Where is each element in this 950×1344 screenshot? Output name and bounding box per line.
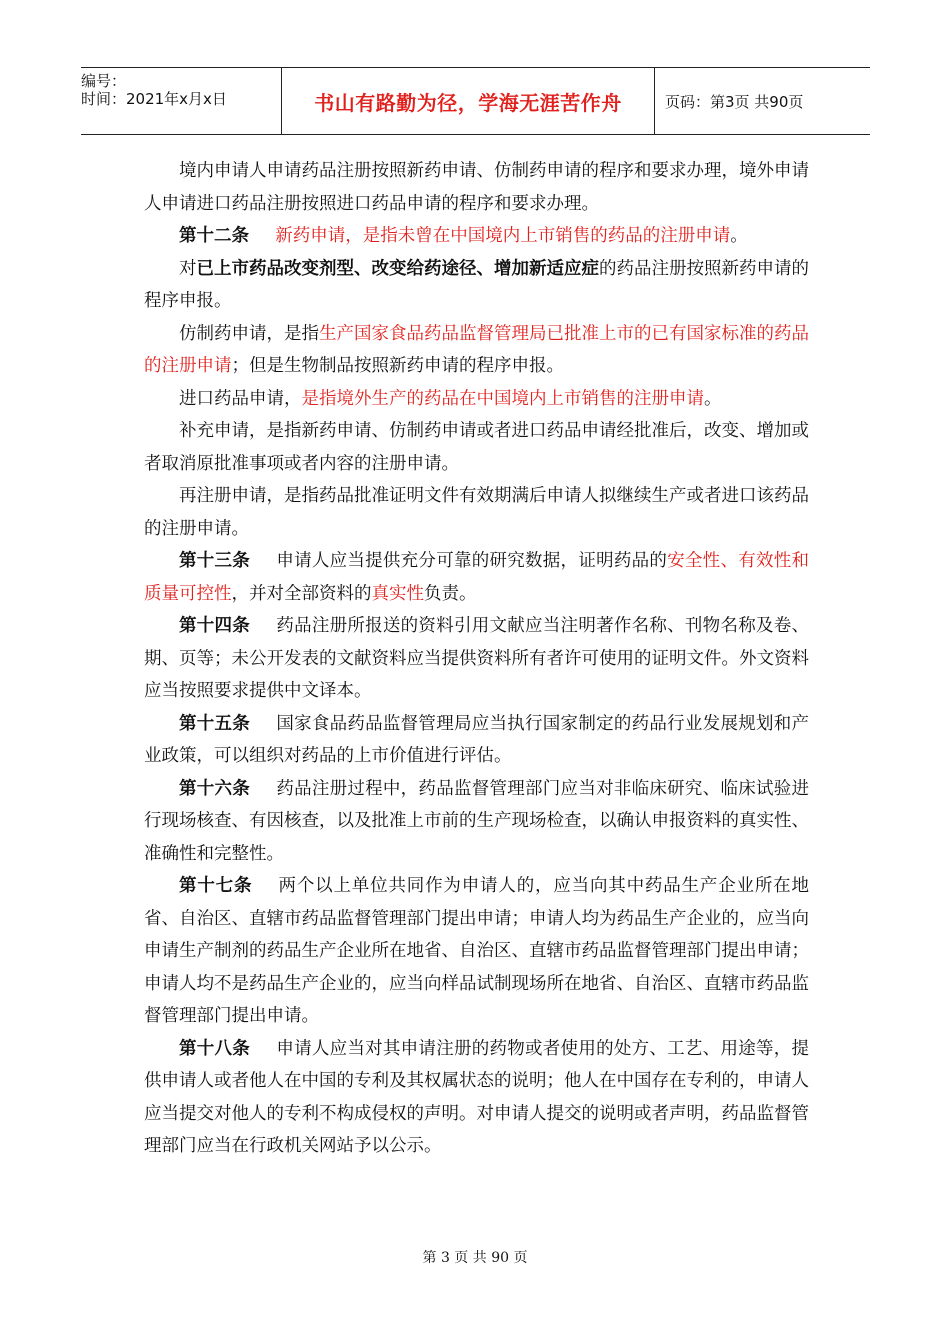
- paragraph-text: ，并对全部资料的: [231, 583, 372, 604]
- highlighted-text: 生产国家食品药品监督管理局已批准上市的已有国家标准的药品的注册申请: [144, 323, 809, 376]
- paragraph-text: 两个以上单位共同作为申请人的，应当向其中药品生产企业所在地省、自治区、直辖市药品监督管理部门提出申请；申请人均为药品生产企业的，应当向申请生产制剂的药品生产企业所在地省、自治区、直辖市药品监督管理部门提出申请；申请人均不是药品生产企业的，应当向样品试制现场所在地省、自治区、直辖市药品监督管理部门提出申请。: [144, 876, 809, 1026]
- paragraph-text: 申请人应当提供充分可靠的研究数据，证明药品的: [276, 551, 668, 571]
- document-date: 时间：2021年x月x日: [81, 90, 227, 108]
- article-13: [144, 545, 809, 610]
- article-14: [144, 610, 809, 708]
- highlighted-text: 是指境外生产的药品在中国境内上市销售的注册申请: [301, 388, 704, 409]
- paragraph-text: 国家食品药品监督管理局应当执行国家制定的药品行业发展规划和产业政策，可以组织对药品的上市价值进行评估。: [144, 713, 809, 766]
- paragraph-text: 的药品注册按照新药申请的程序申报。: [144, 258, 809, 311]
- highlighted-text: 真实性: [371, 583, 424, 604]
- paragraph: [144, 383, 809, 416]
- article-17: [144, 870, 809, 1033]
- paragraph-text: 药品注册过程中，药品监督管理部门应当对非临床研究、临床试验进行现场核查、有因核查，以及批准上市前的生产现场检查，以确认申报资料的真实性、准确性和完整性。: [144, 778, 809, 864]
- paragraph-text: 申请人应当对其申请注册的药物或者使用的处方、工艺、用途等，提供申请人或者他人在中国的专利及其权属状态的说明；他人在中国存在专利的，申请人应当提交对他人的专利不构成侵权的声明。对申请人提交的说明或者声明，药品监督管理部门应当在行政机关网站予以公示。: [144, 1038, 809, 1156]
- article-heading: 第十四条: [179, 616, 251, 636]
- article-heading: 第十八条: [179, 1038, 251, 1059]
- document-header: [81, 67, 870, 135]
- highlighted-text: 新药申请，是指未曾在中国境内上市销售的药品的注册申请: [275, 226, 731, 246]
- article-15: [144, 708, 809, 773]
- paragraph-text: 。: [704, 388, 722, 409]
- header-page-info: 页码：第3页 共90页: [665, 92, 804, 111]
- article-18: [144, 1033, 809, 1163]
- paragraph-text: 。: [730, 226, 748, 246]
- highlighted-text: 安全性、有效性和质量可控性: [144, 551, 810, 604]
- article-heading: 第十二条: [179, 226, 249, 246]
- header-motto: 书山有路勤为径，学海无涯苦作舟: [282, 68, 655, 134]
- header-meta: [81, 68, 282, 134]
- paragraph-text: 负责。: [424, 583, 477, 604]
- paragraph-text: 再注册申请，是指药品批准证明文件有效期满后申请人拟继续生产或者进口该药品的注册申请。: [144, 486, 809, 539]
- article-heading: 第十六条: [179, 778, 251, 799]
- paragraph-text: 仿制药申请，是指: [179, 323, 319, 344]
- paragraph-text: 对: [179, 258, 197, 279]
- article-heading: 第十五条: [179, 713, 251, 734]
- paragraph-text: ；但是生物制品按照新药申请的程序申报。: [231, 356, 564, 376]
- paragraph-text: 补充申请，是指新药申请、仿制药申请或者进口药品申请经批准后，改变、增加或者取消原批准事项或者内容的注册申请。: [144, 421, 809, 474]
- bold-text: 已上市药品改变剂型、改变给药途径、增加新适应症: [196, 258, 599, 279]
- paragraph: [144, 318, 809, 383]
- paragraph: [144, 415, 809, 480]
- document-number-label: 编号：: [81, 72, 127, 90]
- paragraph: [144, 155, 809, 220]
- paragraph: [144, 480, 809, 545]
- article-heading: 第十七条: [179, 876, 253, 896]
- paragraph-text: 进口药品申请，: [179, 388, 302, 409]
- article-heading: 第十三条: [179, 551, 251, 571]
- paragraph-text: 境内申请人申请药品注册按照新药申请、仿制药申请的程序和要求办理，境外申请人申请进口药品注册按照进口药品申请的程序和要求办理。: [144, 161, 809, 214]
- document-body: [144, 155, 809, 1163]
- article-12: [144, 220, 809, 253]
- article-16: [144, 773, 809, 871]
- paragraph: [144, 253, 809, 318]
- paragraph-text: 药品注册所报送的资料引用文献应当注明著作名称、刊物名称及卷、期、页等；未公开发表的文献资料应当提供资料所有者许可使用的证明文件。外文资料应当按照要求提供中文译本。: [144, 616, 809, 701]
- page-footer: 第 3 页 共 90 页: [422, 1250, 528, 1266]
